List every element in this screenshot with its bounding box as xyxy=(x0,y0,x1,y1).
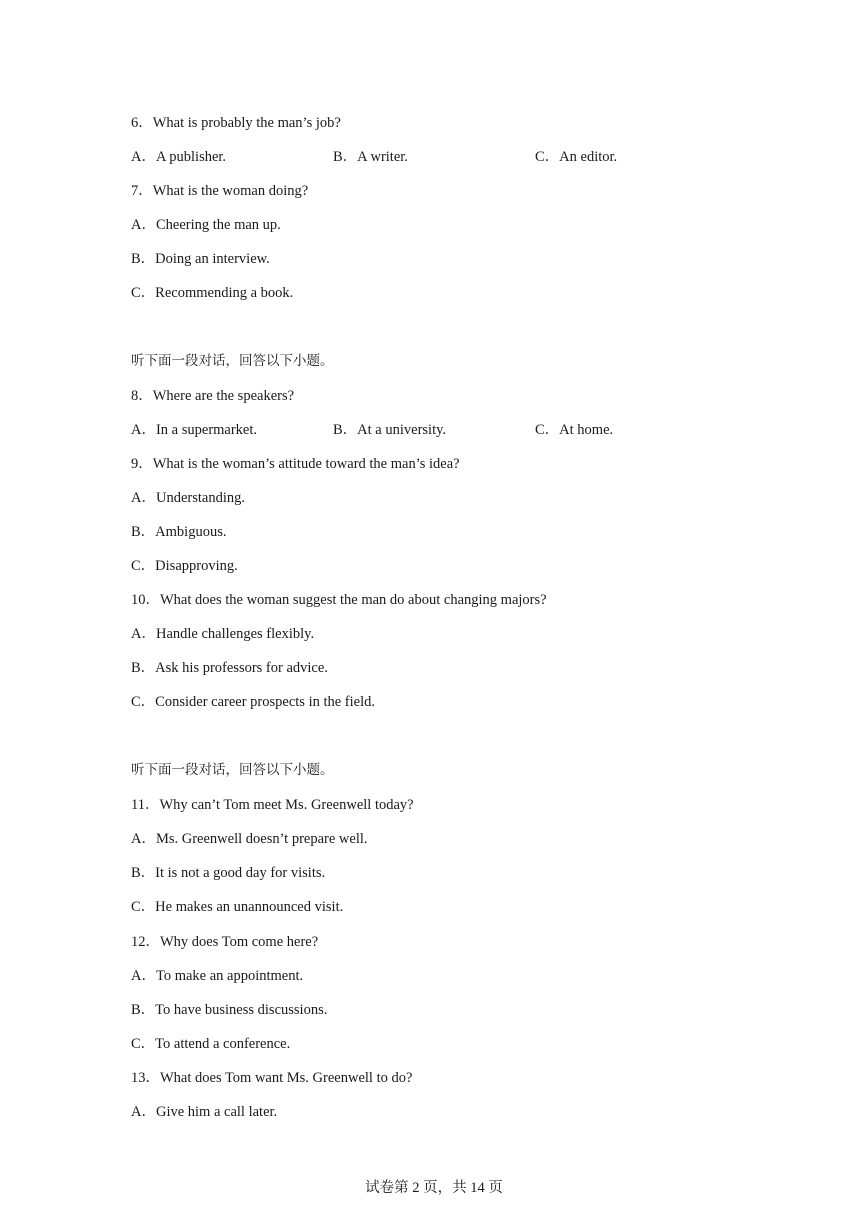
question-11-option-c: C．He makes an unannounced visit. xyxy=(131,899,344,915)
question-6-option-b: B．A writer. xyxy=(333,149,408,165)
question-10-option-b: B．Ask his professors for advice. xyxy=(131,660,328,676)
question-6-options xyxy=(131,148,751,166)
question-12-option-b: B．To have business discussions. xyxy=(131,1002,328,1018)
question-8-options xyxy=(131,421,751,439)
question-8-option-c: C．At home. xyxy=(535,422,614,438)
question-10-stem: 10．What does the woman suggest the man do about changing majors? xyxy=(131,592,547,608)
question-7-stem: 7．What is the woman doing? xyxy=(131,183,309,199)
question-7-option-c: C．Recommending a book. xyxy=(131,285,294,301)
question-10-option-a: A．Handle challenges flexibly. xyxy=(131,626,315,642)
question-13-stem: 13．What does Tom want Ms. Greenwell to do? xyxy=(131,1070,413,1086)
question-11-stem: 11．Why can’t Tom meet Ms. Greenwell today? xyxy=(131,797,414,813)
question-12-option-a: A．To make an appointment. xyxy=(131,968,304,984)
question-12-option-c: C．To attend a conference. xyxy=(131,1036,291,1052)
question-12-stem: 12．Why does Tom come here? xyxy=(131,934,319,950)
question-9-stem: 9．What is the woman’s attitude toward the man’s idea? xyxy=(131,456,460,472)
question-8-option-a: A．In a supermarket. xyxy=(131,422,258,438)
question-10-option-c: C．Consider career prospects in the field. xyxy=(131,694,376,710)
question-6-stem: 6．What is probably the man’s job? xyxy=(131,115,341,131)
question-8-option-b: B．At a university. xyxy=(333,422,447,438)
section-intro-2: 听下面一段对话，回答以下小题。 xyxy=(131,762,334,778)
question-13-option-a: A．Give him a call later. xyxy=(131,1104,278,1120)
question-7-option-b: B．Doing an interview. xyxy=(131,251,270,267)
question-11-option-a: A．Ms. Greenwell doesn’t prepare well. xyxy=(131,831,368,847)
page-footer: 试卷第 2 页，共 14 页 xyxy=(365,1180,503,1196)
section-intro-1: 听下面一段对话，回答以下小题。 xyxy=(131,353,334,369)
question-6-option-a: A．A publisher. xyxy=(131,149,227,165)
question-9-option-a: A．Understanding. xyxy=(131,490,245,506)
question-9-option-b: B．Ambiguous. xyxy=(131,524,227,540)
question-11-option-b: B．It is not a good day for visits. xyxy=(131,865,326,881)
question-6-option-c: C．An editor. xyxy=(535,149,618,165)
question-8-stem: 8．Where are the speakers? xyxy=(131,388,295,404)
question-7-option-a: A．Cheering the man up. xyxy=(131,217,281,233)
question-9-option-c: C．Disapproving. xyxy=(131,558,238,574)
